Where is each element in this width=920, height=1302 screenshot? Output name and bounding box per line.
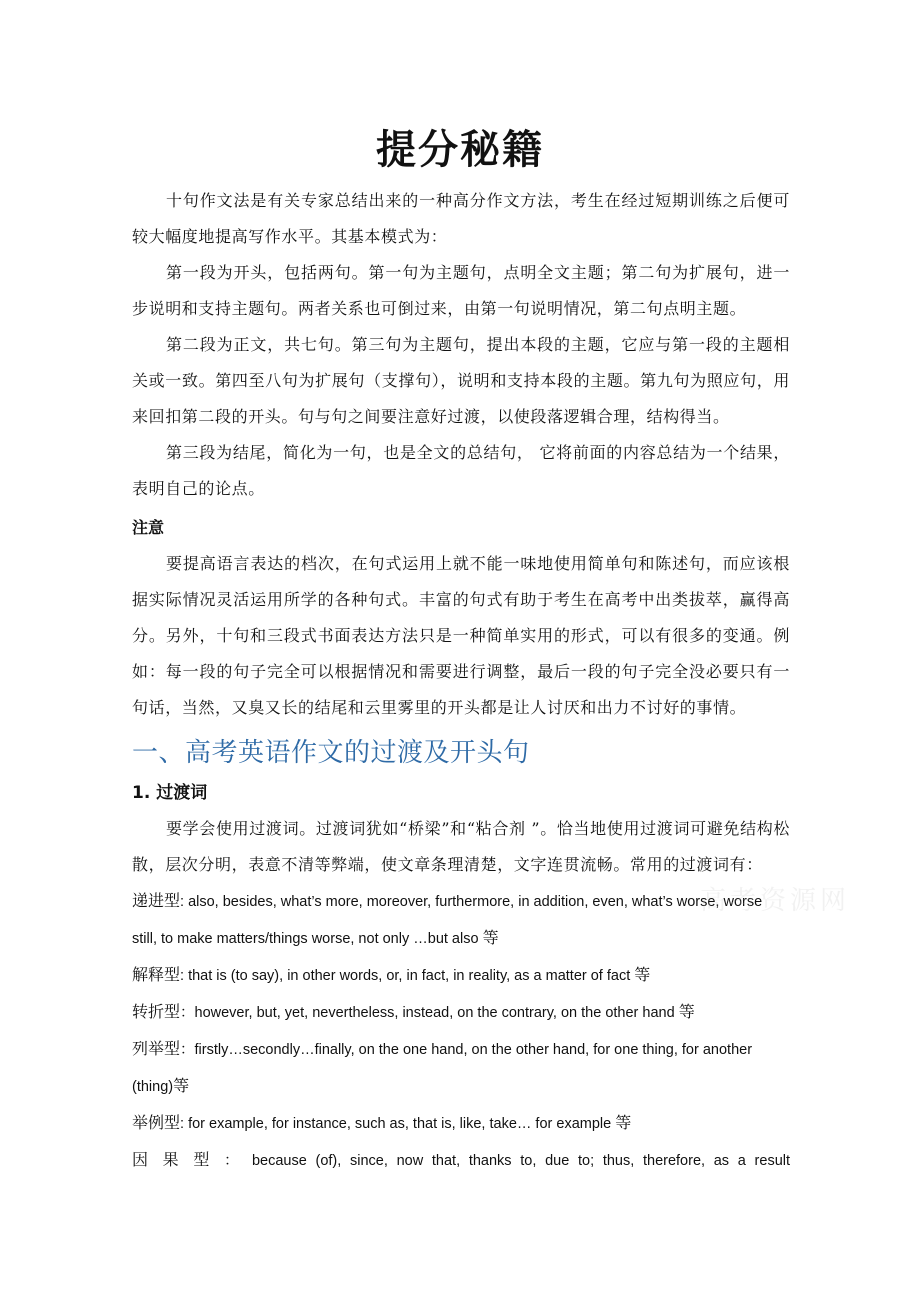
type-sep: ： (224, 1153, 244, 1169)
type-label: 解释型 (132, 965, 181, 984)
type-words: firstly…secondly…finally, on the one hand, on the other hand, for one thing, for another (thing) (132, 1042, 753, 1095)
intro-paragraph: 第一段为开头，包括两句。第一句为主题句，点明全文主题；第二句为扩展句，进一步说明和支持主题句。两者关系也可倒过来，由第一句说明情况，第二句点明主题。 (132, 263, 790, 318)
transition-intro-block (132, 811, 790, 883)
intro-paragraph: 第三段为结尾，简化为一句，也是全文的总结句， 它将前面的内容总结为一个结果，表明自己的论点。 (132, 443, 790, 498)
type-row-enumeration (132, 1031, 790, 1105)
type-suffix: 等 (482, 928, 499, 947)
type-sep: ： (180, 1005, 195, 1021)
type-words: however, but, yet, nevertheless, instead, on the contrary, on the other hand (194, 1005, 679, 1021)
note-block (132, 546, 790, 726)
note-heading: 注意 (132, 518, 165, 537)
type-words: for example, for instance, such as, that is, like, take… for example (184, 1116, 616, 1132)
type-words: because (of), since, now that, thanks to, due to; thus, therefore, as a result (251, 1153, 791, 1169)
type-words: also, besides, what’s more, moreover, furthermore, in addition, even, what’s worse, worse still, to make matters/things worse, not only …but also (132, 894, 763, 947)
type-row-progressive (132, 883, 790, 957)
type-label: 举例型 (132, 1113, 181, 1132)
type-sep: : (180, 968, 185, 984)
type-label: 列举型 (132, 1039, 181, 1058)
type-row-cause-effect (132, 1142, 790, 1179)
page-title: 提分秘籍 (376, 127, 544, 173)
type-sep: ： (180, 1042, 195, 1058)
type-words: that is (to say), in other words, or, in fact, in reality, as a matter of fact (184, 968, 635, 984)
type-sep: : (180, 894, 185, 910)
intro-block (132, 183, 790, 507)
type-label: 因果型 (132, 1150, 225, 1169)
note-paragraph: 要提高语言表达的档次，在句式运用上就不能一味地使用简单句和陈述句，而应该根据实际情况灵活运用所学的各种句式。丰富的句式有助于考生在高考中出类拔萃，赢得高分。另外，十句和三段式书面表达方法只是一种简单实用的形式，可以有很多的变通。例如：每一段的句子完全可以根据情况和需要进行调整，最后一段的句子完全没必要只有一句话，当然，又臭又长的结尾和云里雾里的开头都是让人讨厌和出力不讨好的事情。 (132, 554, 790, 717)
type-label: 递进型 (132, 891, 181, 910)
type-suffix: 等 (615, 1113, 632, 1132)
type-row-example (132, 1105, 790, 1142)
transition-type-list (132, 883, 790, 1179)
type-suffix: 等 (634, 965, 651, 984)
transition-intro-paragraph: 要学会使用过渡词。过渡词犹如“桥梁”和“粘合剂 ”。恰当地使用过渡词可避免结构松散，层次分明，表意不清等弊端，使文章条理清楚，文字连贯流畅。常用的过渡词有： (132, 819, 790, 874)
intro-paragraph: 十句作文法是有关专家总结出来的一种高分作文方法，考生在经过短期训练之后便可较大幅度地提高写作水平。其基本模式为： (132, 191, 790, 246)
type-suffix: 等 (678, 1002, 695, 1021)
intro-paragraph: 第二段为正文，共七句。第三句为主题句，提出本段的主题，它应与第一段的主题相关或一致。第四至八句为扩展句（支撑句），说明和支持本段的主题。第九句为照应句，用来回扣第二段的开头。句与句之间要注意好过渡，以使段落逻辑合理，结构得当。 (132, 335, 790, 426)
type-suffix: 等 (173, 1076, 190, 1095)
section-heading: 一、高考英语作文的过渡及开头句 (132, 738, 530, 768)
type-sep: : (180, 1116, 185, 1132)
type-row-explanatory (132, 957, 790, 994)
watermark: 高考资源网 (700, 886, 851, 916)
type-row-contrast (132, 994, 790, 1031)
sub-heading: 1. 过渡词 (132, 783, 208, 803)
type-label: 转折型 (132, 1002, 181, 1021)
